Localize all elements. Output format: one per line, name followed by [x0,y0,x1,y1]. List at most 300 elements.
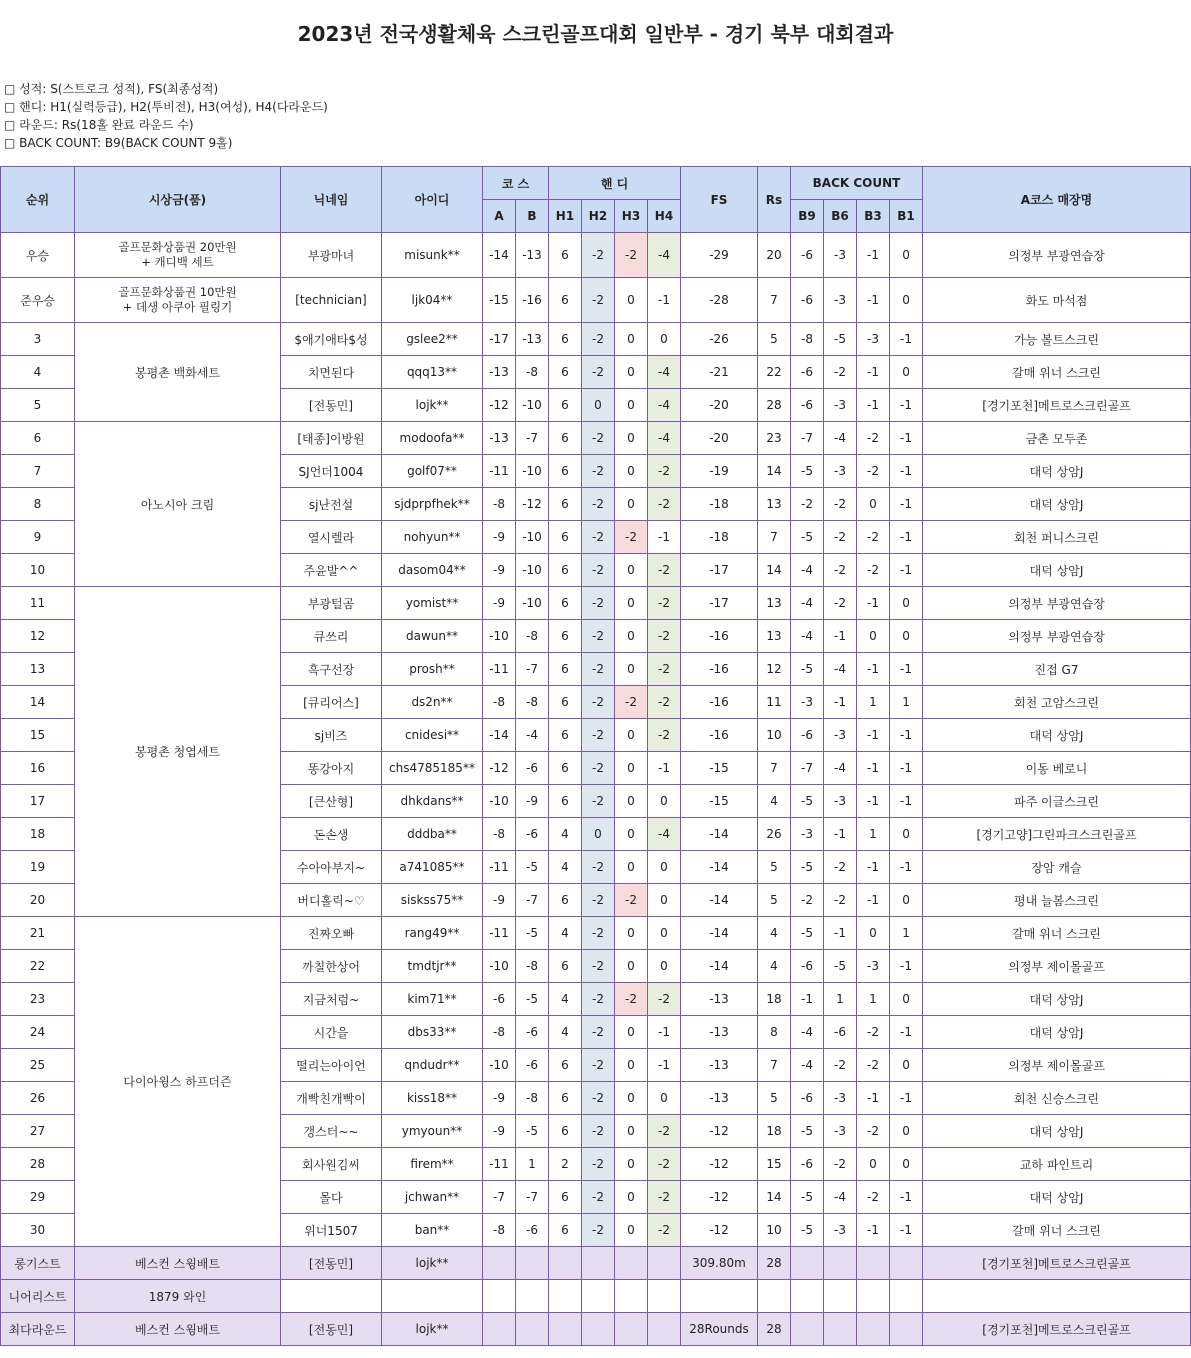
h1-cell: 6 [549,587,582,620]
table-row [1,278,1191,323]
fs-cell: -15 [681,785,758,818]
h3-cell: 0 [615,389,648,422]
h3-cell: 0 [615,917,648,950]
rs-cell: 15 [758,1148,791,1181]
course-b-cell: -7 [516,884,549,917]
b6-cell: -1 [824,620,857,653]
b3-cell: -1 [857,851,890,884]
b6-cell: -3 [824,785,857,818]
b9-cell: -8 [791,323,824,356]
award-empty-cell [824,1280,857,1313]
b6-cell: -3 [824,1082,857,1115]
h3-cell: 0 [615,1016,648,1049]
course-a-cell: -8 [483,818,516,851]
special-award-row [1,1280,1191,1313]
b1-cell: 0 [890,1115,923,1148]
award-empty-cell [791,1280,824,1313]
fs-cell: -12 [681,1148,758,1181]
fs-cell: -26 [681,323,758,356]
id-cell: qqq13** [382,356,483,389]
nickname-cell: 똥강아지 [281,752,382,785]
b1-cell: -1 [890,1016,923,1049]
b1-cell: -1 [890,719,923,752]
id-cell: ljk04** [382,278,483,323]
course-b-cell: -9 [516,785,549,818]
award-empty-cell [483,1247,516,1280]
header-rank: 순위 [1,167,75,233]
h2-cell: -2 [582,488,615,521]
fs-cell: -14 [681,884,758,917]
prize-label: 봉평촌 청엽세트 [135,745,220,759]
award-empty-cell [615,1247,648,1280]
award-empty-cell [615,1280,648,1313]
b9-cell: -5 [791,1214,824,1247]
rs-cell: 23 [758,422,791,455]
b1-cell: -1 [890,1082,923,1115]
nickname-cell: 까칠한상어 [281,950,382,983]
b3-cell: -2 [857,521,890,554]
rank-cell: 23 [1,983,75,1016]
page-title: 2023년 전국생활체육 스크린골프대회 일반부 - 경기 북부 대회결과 [297,22,894,46]
b1-cell: -1 [890,422,923,455]
h2-cell: -2 [582,686,615,719]
b1-cell: -1 [890,389,923,422]
h3-cell: 0 [615,818,648,851]
rank-cell: 29 [1,1181,75,1214]
course-b-cell: -8 [516,1082,549,1115]
b9-cell: -1 [791,983,824,1016]
h4-cell: 0 [648,950,681,983]
legend-item-score: □ 성적: S(스트로크 성적), FS(최종성적) [4,82,219,96]
b1-cell: -1 [890,851,923,884]
rs-cell: 14 [758,1181,791,1214]
course-b-cell: -13 [516,323,549,356]
b1-cell: 1 [890,917,923,950]
fs-cell: -17 [681,587,758,620]
rs-cell: 7 [758,521,791,554]
store-cell: 회천 퍼니스크린 [923,521,1191,554]
h1-cell: 6 [549,1181,582,1214]
h4-cell: -2 [648,1214,681,1247]
rank-cell: 14 [1,686,75,719]
nickname-cell: 갱스터~~ [281,1115,382,1148]
award-name-cell: 니어리스트 [1,1280,75,1313]
award-record-cell [681,1280,758,1313]
h2-cell: -2 [582,1082,615,1115]
prize-label-extra: + 캐디백 세트 [141,255,214,269]
nickname-cell: [technician] [281,278,382,323]
h4-cell: 0 [648,785,681,818]
h1-cell: 6 [549,233,582,278]
h3-cell: 0 [615,1082,648,1115]
prize-cell [75,233,281,278]
b9-cell: -5 [791,653,824,686]
h4-cell: -2 [648,1148,681,1181]
rank-cell: 4 [1,356,75,389]
h1-cell: 6 [549,785,582,818]
h3-cell: -2 [615,233,648,278]
store-cell: 갈매 위너 스크린 [923,1214,1191,1247]
header-h3: H3 [615,200,648,233]
award-empty-cell [890,1247,923,1280]
b9-cell: -4 [791,620,824,653]
nickname-cell: [큰산형] [281,785,382,818]
fs-cell: -14 [681,950,758,983]
special-award-row [1,1247,1191,1280]
id-cell: a741085** [382,851,483,884]
rank-cell: 12 [1,620,75,653]
store-cell: 가능 볼트스크린 [923,323,1191,356]
h1-cell: 6 [549,422,582,455]
h2-cell: -2 [582,752,615,785]
h2-cell: -2 [582,1049,615,1082]
rs-cell: 5 [758,1082,791,1115]
id-cell: ban** [382,1214,483,1247]
h3-cell: 0 [615,752,648,785]
h4-cell: -4 [648,389,681,422]
b1-cell: 0 [890,1049,923,1082]
b6-cell: -3 [824,1115,857,1148]
h4-cell: -2 [648,488,681,521]
h3-cell: 0 [615,455,648,488]
b3-cell: -2 [857,1115,890,1148]
nickname-cell: $애기애타$성 [281,323,382,356]
award-prize-cell: 1879 와인 [75,1280,281,1313]
b9-cell: -4 [791,1016,824,1049]
rs-cell: 14 [758,455,791,488]
b9-cell: -5 [791,521,824,554]
rs-cell: 12 [758,653,791,686]
h1-cell: 6 [549,884,582,917]
fs-cell: -12 [681,1115,758,1148]
header-id: 아이디 [382,167,483,233]
b6-cell: -2 [824,1049,857,1082]
h1-cell: 6 [549,521,582,554]
b3-cell: -3 [857,323,890,356]
rs-cell: 4 [758,917,791,950]
b3-cell: 1 [857,686,890,719]
fs-cell: -14 [681,851,758,884]
store-cell: 대덕 상암J [923,488,1191,521]
b6-cell: -2 [824,488,857,521]
b9-cell: -5 [791,851,824,884]
rank-cell: 16 [1,752,75,785]
rs-cell: 14 [758,554,791,587]
h3-cell: -2 [615,884,648,917]
h1-cell: 6 [549,488,582,521]
nickname-cell: 몰다 [281,1181,382,1214]
id-cell: modoofa** [382,422,483,455]
rs-cell: 5 [758,323,791,356]
b9-cell: -5 [791,1115,824,1148]
b3-cell: -1 [857,719,890,752]
id-cell: firem** [382,1148,483,1181]
rank-cell: 26 [1,1082,75,1115]
prize-cell [75,587,281,917]
course-a-cell: -6 [483,983,516,1016]
course-b-cell: -16 [516,278,549,323]
rs-cell: 10 [758,1214,791,1247]
h4-cell: -2 [648,1115,681,1148]
prize-label-extra: + 데생 아쿠아 필링기 [122,300,233,314]
b1-cell: 0 [890,278,923,323]
fs-cell: -14 [681,818,758,851]
b6-cell: -2 [824,554,857,587]
nickname-cell: 시간을 [281,1016,382,1049]
award-nickname-cell: [전동민] [281,1313,382,1346]
course-b-cell: -7 [516,422,549,455]
nickname-cell: 회사원김씨 [281,1148,382,1181]
nickname-cell: 위너1507 [281,1214,382,1247]
b6-cell: -4 [824,1181,857,1214]
store-cell: 회천 신승스크린 [923,1082,1191,1115]
h2-cell: -2 [582,983,615,1016]
b1-cell: 0 [890,1148,923,1181]
id-cell: prosh** [382,653,483,686]
fs-cell: -18 [681,521,758,554]
h3-cell: 0 [615,950,648,983]
h2-cell: -2 [582,1148,615,1181]
award-empty-cell [648,1247,681,1280]
rank-cell: 15 [1,719,75,752]
id-cell: nohyun** [382,521,483,554]
h2-cell: 0 [582,818,615,851]
h3-cell: 0 [615,422,648,455]
award-empty-cell [890,1313,923,1346]
course-b-cell: -6 [516,1214,549,1247]
b1-cell: -1 [890,521,923,554]
id-cell: dddba** [382,818,483,851]
course-b-cell: 1 [516,1148,549,1181]
store-cell: 대덕 상암J [923,1115,1191,1148]
fs-cell: -14 [681,917,758,950]
b3-cell: 0 [857,488,890,521]
nickname-cell: 떨리는아이언 [281,1049,382,1082]
id-cell: misunk** [382,233,483,278]
b3-cell: -1 [857,278,890,323]
nickname-cell: [큐리어스] [281,686,382,719]
rank-cell: 19 [1,851,75,884]
h1-cell: 6 [549,1214,582,1247]
course-b-cell: -10 [516,554,549,587]
rank-cell: 7 [1,455,75,488]
b1-cell: 0 [890,620,923,653]
header-course: 코 스 [483,167,549,200]
h3-cell: 0 [615,1115,648,1148]
store-cell: 의정부 부광연습장 [923,233,1191,278]
b3-cell: -1 [857,1082,890,1115]
b6-cell: -2 [824,851,857,884]
b6-cell: -3 [824,389,857,422]
store-cell: 의정부 제이몰골프 [923,1049,1191,1082]
b6-cell: -1 [824,686,857,719]
rs-cell: 8 [758,1016,791,1049]
rank-cell: 11 [1,587,75,620]
h2-cell: -2 [582,1115,615,1148]
b9-cell: -6 [791,1148,824,1181]
rs-cell: 10 [758,719,791,752]
h3-cell: 0 [615,1214,648,1247]
h4-cell: -2 [648,587,681,620]
id-cell: gslee2** [382,323,483,356]
h3-cell: -2 [615,521,648,554]
h2-cell: -2 [582,851,615,884]
rs-cell: 26 [758,818,791,851]
b3-cell: -1 [857,752,890,785]
h2-cell: -2 [582,653,615,686]
h2-cell: -2 [582,884,615,917]
store-cell: 갈매 위너 스크린 [923,356,1191,389]
course-a-cell: -11 [483,1148,516,1181]
course-b-cell: -5 [516,851,549,884]
award-empty-cell [648,1313,681,1346]
course-a-cell: -9 [483,1082,516,1115]
course-b-cell: -13 [516,233,549,278]
b1-cell: 1 [890,686,923,719]
b9-cell: -6 [791,278,824,323]
b6-cell: -2 [824,587,857,620]
header-b6: B6 [824,200,857,233]
b6-cell: -4 [824,752,857,785]
h3-cell: 0 [615,1148,648,1181]
award-id-cell [382,1280,483,1313]
course-a-cell: -10 [483,785,516,818]
h2-cell: -2 [582,278,615,323]
header-nickname: 닉네임 [281,167,382,233]
h2-cell: -2 [582,233,615,278]
b9-cell: -2 [791,488,824,521]
h2-cell: -2 [582,1016,615,1049]
h3-cell: 0 [615,851,648,884]
award-name-cell: 롱기스트 [1,1247,75,1280]
rank-cell: 20 [1,884,75,917]
store-cell: 파주 이글스크린 [923,785,1191,818]
fs-cell: -16 [681,686,758,719]
course-a-cell: -10 [483,620,516,653]
h1-cell: 6 [549,1082,582,1115]
h3-cell: 0 [615,554,648,587]
b3-cell: 1 [857,983,890,1016]
h3-cell: 0 [615,587,648,620]
b1-cell: 0 [890,818,923,851]
header-fs: FS [681,167,758,233]
b9-cell: -6 [791,950,824,983]
id-cell: jchwan** [382,1181,483,1214]
h1-cell: 2 [549,1148,582,1181]
rank-cell: 3 [1,323,75,356]
nickname-cell: 부광마녀 [281,233,382,278]
h3-cell: 0 [615,620,648,653]
b1-cell: -1 [890,752,923,785]
rs-cell: 22 [758,356,791,389]
b3-cell: -2 [857,1049,890,1082]
h1-cell: 6 [549,455,582,488]
h1-cell: 6 [549,554,582,587]
course-b-cell: -8 [516,356,549,389]
b1-cell: -1 [890,1214,923,1247]
b6-cell: -5 [824,323,857,356]
fs-cell: -13 [681,1049,758,1082]
award-empty-cell [549,1247,582,1280]
fs-cell: -13 [681,1082,758,1115]
store-cell: 평내 늘봄스크린 [923,884,1191,917]
course-a-cell: -10 [483,1049,516,1082]
results-body [1,233,1191,1247]
header-b9: B9 [791,200,824,233]
fs-cell: -18 [681,488,758,521]
h2-cell: -2 [582,323,615,356]
special-awards [1,1247,1191,1346]
h3-cell: 0 [615,356,648,389]
b3-cell: -2 [857,1016,890,1049]
rs-cell: 13 [758,620,791,653]
h1-cell: 6 [549,356,582,389]
course-b-cell: -6 [516,1049,549,1082]
store-cell: 의정부 제이몰골프 [923,950,1191,983]
nickname-cell: 열시렐라 [281,521,382,554]
course-a-cell: -11 [483,917,516,950]
course-b-cell: -7 [516,653,549,686]
store-cell: 대덕 상암J [923,719,1191,752]
course-a-cell: -12 [483,389,516,422]
award-empty-cell [890,1280,923,1313]
b6-cell: -4 [824,653,857,686]
b3-cell: -2 [857,554,890,587]
h2-cell: -2 [582,521,615,554]
course-b-cell: -10 [516,455,549,488]
fs-cell: -19 [681,455,758,488]
h4-cell: -4 [648,233,681,278]
course-b-cell: -12 [516,488,549,521]
course-b-cell: -5 [516,1115,549,1148]
prize-label: 골프문화상품권 20만원 [118,240,237,254]
h2-cell: -2 [582,785,615,818]
h4-cell: -1 [648,752,681,785]
b1-cell: 0 [890,233,923,278]
award-record-cell: 309.80m [681,1247,758,1280]
rs-cell: 18 [758,983,791,1016]
b3-cell: -3 [857,950,890,983]
b6-cell: -5 [824,950,857,983]
id-cell: qndudr** [382,1049,483,1082]
h4-cell: 0 [648,323,681,356]
course-a-cell: -9 [483,1115,516,1148]
nickname-cell: 진짜오빠 [281,917,382,950]
prize-cell [75,422,281,587]
b3-cell: 0 [857,917,890,950]
store-cell: 이동 베로니 [923,752,1191,785]
b6-cell: -3 [824,455,857,488]
header-h2: H2 [582,200,615,233]
award-record-cell: 28Rounds [681,1313,758,1346]
course-a-cell: -15 [483,278,516,323]
b3-cell: -1 [857,884,890,917]
h4-cell: 0 [648,884,681,917]
b1-cell: -1 [890,554,923,587]
h1-cell: 4 [549,983,582,1016]
rs-cell: 7 [758,278,791,323]
store-cell: 장암 캐슬 [923,851,1191,884]
h4-cell: -2 [648,554,681,587]
b3-cell: -1 [857,389,890,422]
award-rs-cell: 28 [758,1247,791,1280]
award-id-cell: lojk** [382,1247,483,1280]
h1-cell: 6 [549,950,582,983]
table-row [1,323,1191,356]
header-b1: B1 [890,200,923,233]
h1-cell: 6 [549,620,582,653]
rs-cell: 4 [758,950,791,983]
